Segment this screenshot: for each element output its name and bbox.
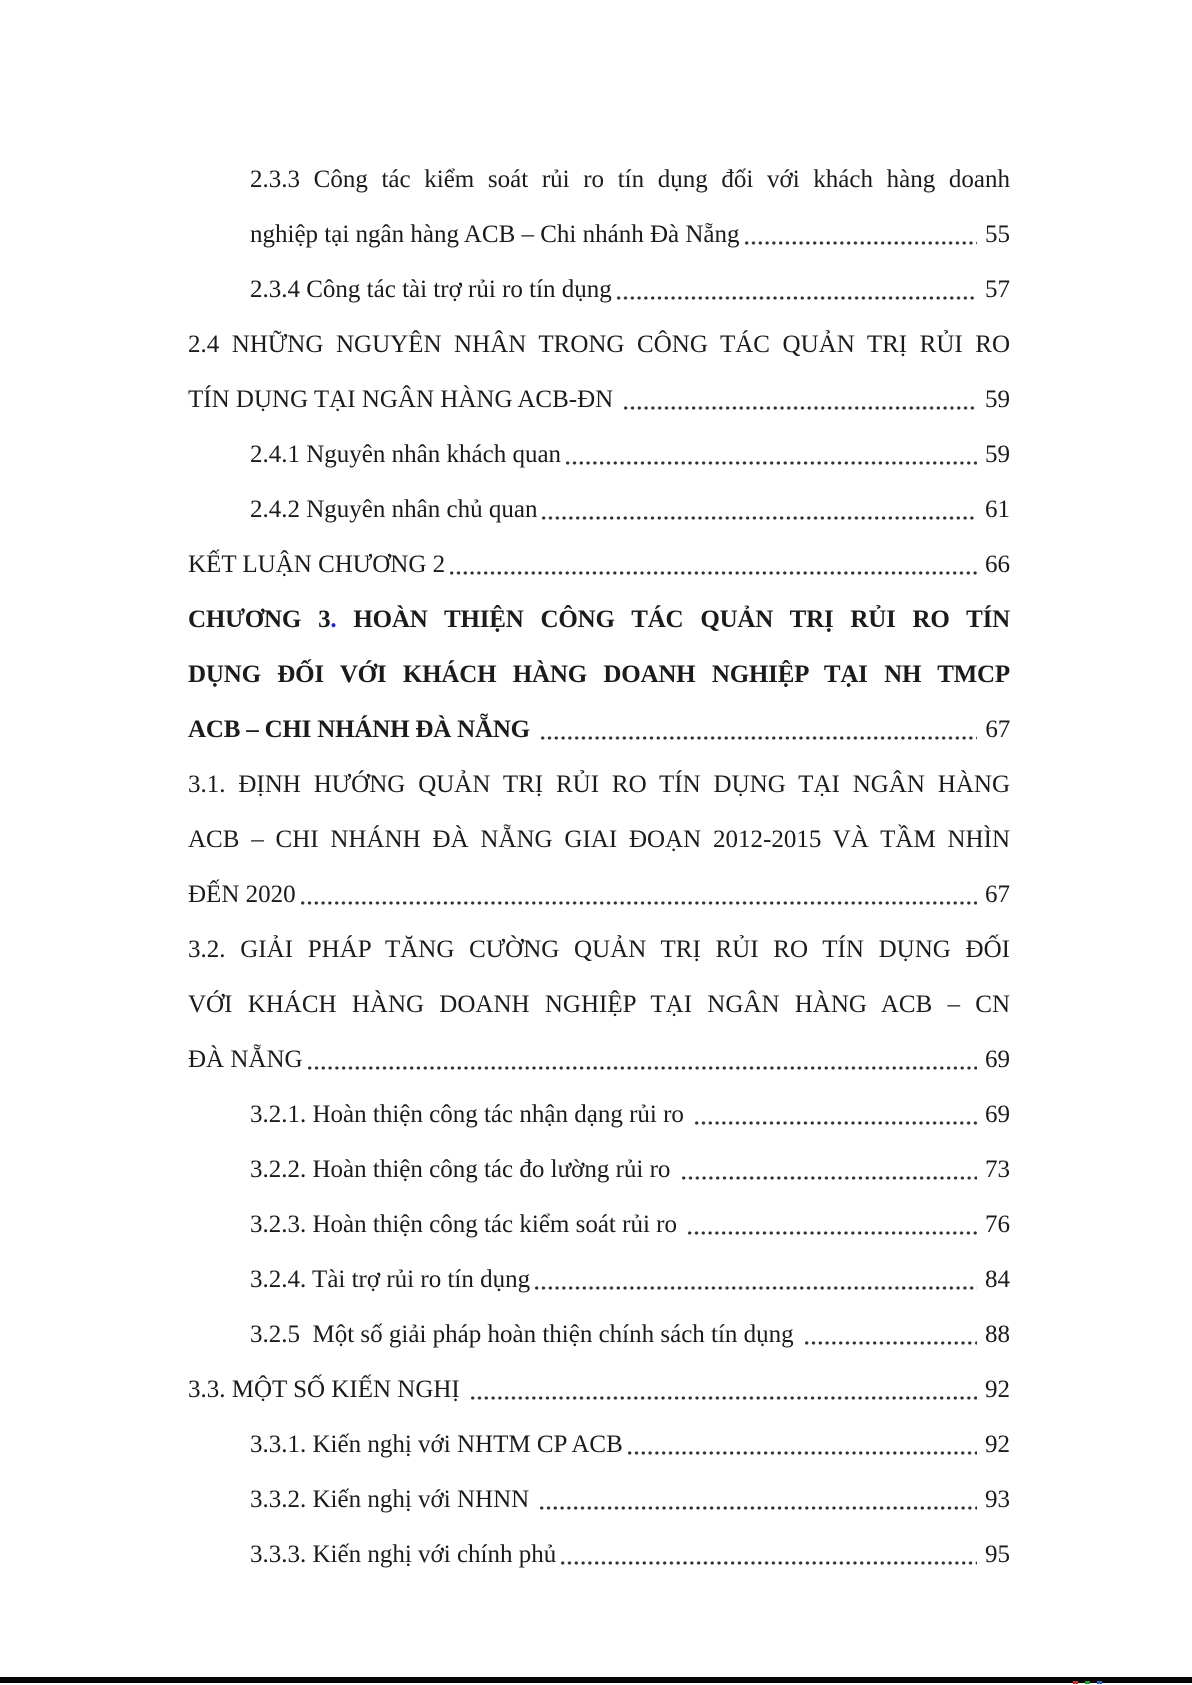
dot-leader <box>303 1032 980 1087</box>
scan-edge-bar <box>0 1677 1192 1683</box>
toc-line <box>188 1032 1010 1087</box>
toc-entry-text: TÍN DỤNG TẠI NGÂN HÀNG ACB-ĐN <box>188 386 620 413</box>
page-number: 93 <box>985 1486 1010 1513</box>
toc-line <box>250 1142 1010 1197</box>
toc-entry-3-3-2 <box>188 1472 1010 1527</box>
page-number: 66 <box>985 551 1010 578</box>
toc-entry-chuong-3 <box>188 592 1010 757</box>
toc-line <box>250 427 1010 482</box>
dot-leader <box>556 1527 980 1582</box>
toc-line <box>188 1362 1010 1417</box>
dot-leader <box>619 372 980 427</box>
toc-entry-3-2 <box>188 922 1010 1087</box>
toc-entry-3-3-3 <box>188 1527 1010 1582</box>
toc-line <box>250 1197 1010 1252</box>
toc-entry-2-4-2 <box>188 482 1010 537</box>
page-number: 59 <box>985 441 1010 468</box>
toc-entry-text: 3.2.5 Một số giải pháp hoàn thiện chính sách tín dụng <box>250 1321 800 1348</box>
toc-entry-3-2-3 <box>188 1197 1010 1252</box>
page-number: 73 <box>985 1156 1010 1183</box>
toc-entry-text: 3.2.2. Hoàn thiện công tác đo lường rủi ro <box>250 1156 677 1183</box>
page-number: 59 <box>985 386 1010 413</box>
toc-entry-2-3-3 <box>188 152 1010 262</box>
page-number: 84 <box>985 1266 1010 1293</box>
toc-entry-text: ĐẾN 2020 <box>188 881 296 908</box>
toc-line <box>250 1417 1010 1472</box>
toc-entry-text: 3.2.3. Hoàn thiện công tác kiểm soát rủi ro <box>250 1211 684 1238</box>
dot-leader <box>800 1307 980 1362</box>
toc-line <box>250 1252 1010 1307</box>
scan-artifact <box>1073 1681 1078 1684</box>
dot-leader <box>466 1362 980 1417</box>
page-number: 95 <box>985 1541 1010 1568</box>
page-number: 67 <box>985 881 1010 908</box>
toc-entry-3-2-5 <box>188 1307 1010 1362</box>
toc-entry-3-3-1 <box>188 1417 1010 1472</box>
toc-line <box>250 207 1010 262</box>
toc-entry-text: CHƯƠNG 3 <box>188 606 331 633</box>
page-number: 88 <box>985 1321 1010 1348</box>
page-number: 57 <box>985 276 1010 303</box>
dot-leader <box>530 1252 980 1307</box>
page-number: 67 <box>985 716 1010 743</box>
page-number: 55 <box>985 221 1010 248</box>
page-number: 92 <box>985 1431 1010 1458</box>
toc-line <box>188 867 1010 922</box>
dot-leader <box>740 207 980 262</box>
dot-leader <box>561 427 980 482</box>
toc-entry-text: 3.2.4. Tài trợ rủi ro tín dụng <box>250 1266 531 1293</box>
toc-line <box>188 702 1010 757</box>
toc-entry-text: 2.4.2 Nguyên nhân chủ quan <box>250 496 538 523</box>
toc-line: 3.2. GIẢI PHÁP TĂNG CƯỜNG QUẢN TRỊ RỦI RO TÍN DỤNG ĐỐI <box>188 936 1010 963</box>
toc-entry-text: nghiệp tại ngân hàng ACB – Chi nhánh Đà Nẵng <box>250 221 740 248</box>
dot-leader <box>296 867 980 922</box>
page-number: 69 <box>985 1046 1010 1073</box>
toc-entry-3-3 <box>188 1362 1010 1417</box>
toc-line: DỤNG ĐỐI VỚI KHÁCH HÀNG DOANH NGHIỆP TẠI NH TMCP <box>188 661 1010 688</box>
toc-line: ACB – CHI NHÁNH ĐÀ NẴNG GIAI ĐOẠN 2012-2015 VÀ TẦM NHÌN <box>188 826 1010 853</box>
toc-entry-3-2-4 <box>188 1252 1010 1307</box>
toc-line: VỚI KHÁCH HÀNG DOANH NGHIỆP TẠI NGÂN HÀNG ACB – CN <box>188 991 1010 1018</box>
dot-leader <box>683 1197 980 1252</box>
toc-entry-3-2-2 <box>188 1142 1010 1197</box>
toc-line <box>250 1472 1010 1527</box>
toc-entry-ket-luan-chuong-2 <box>188 537 1010 592</box>
scan-artifact <box>1097 1681 1102 1684</box>
toc-entry-text: KẾT LUẬN CHƯƠNG 2 <box>188 551 446 578</box>
toc-entry-text: 3.3.2. Kiến nghị với NHNN <box>250 1486 536 1513</box>
page-number: 92 <box>985 1376 1010 1403</box>
scan-artifact <box>1085 1681 1090 1684</box>
table-of-contents <box>188 152 1010 1582</box>
dot-leader <box>623 1417 980 1472</box>
toc-line <box>250 1527 1010 1582</box>
toc-entry-text: ĐÀ NẴNG <box>188 1046 303 1073</box>
dot-leader <box>690 1087 980 1142</box>
dot-leader <box>535 1472 980 1527</box>
toc-line <box>250 262 1010 317</box>
toc-entry-text: 3.3.3. Kiến nghị với chính phủ <box>250 1541 557 1568</box>
toc-entry-text: 3.3.1. Kiến nghị với NHTM CP ACB <box>250 1431 623 1458</box>
toc-line: 3.1. ĐỊNH HƯỚNG QUẢN TRỊ RỦI RO TÍN DỤNG TẠI NGÂN HÀNG <box>188 771 1010 798</box>
toc-line <box>250 482 1010 537</box>
toc-entry-text: 3.3. MỘT SỐ KIẾN NGHỊ <box>188 1376 467 1403</box>
toc-line <box>188 592 1010 647</box>
toc-entry-text: HOÀN THIỆN CÔNG TÁC QUẢN TRỊ RỦI RO TÍN <box>336 606 1010 633</box>
toc-entry-3-1 <box>188 757 1010 922</box>
toc-entry-2-4 <box>188 317 1010 427</box>
toc-line <box>188 537 1010 592</box>
toc-entry-text: 2.4.1 Nguyên nhân khách quan <box>250 441 562 468</box>
toc-line: 2.3.3 Công tác kiểm soát rủi ro tín dụng đối với khách hàng doanh <box>250 166 1010 193</box>
dot-leader <box>612 262 980 317</box>
toc-entry-text: ACB – CHI NHÁNH ĐÀ NẴNG <box>188 716 536 743</box>
dot-leader <box>536 702 980 757</box>
toc-entry-2-4-1 <box>188 427 1010 482</box>
dot-leader <box>445 537 980 592</box>
toc-entry-2-3-4 <box>188 262 1010 317</box>
toc-line <box>250 1307 1010 1362</box>
page-number: 76 <box>985 1211 1010 1238</box>
blue-period: . <box>330 606 337 633</box>
toc-line <box>250 1087 1010 1142</box>
dot-leader <box>537 482 980 537</box>
toc-line <box>188 372 1010 427</box>
toc-entry-text: 3.2.1. Hoàn thiện công tác nhận dạng rủi ro <box>250 1101 691 1128</box>
page-number: 61 <box>985 496 1010 523</box>
toc-entry-text: 2.3.4 Công tác tài trợ rủi ro tín dụng <box>250 276 612 303</box>
page-number: 69 <box>985 1101 1010 1128</box>
dot-leader <box>677 1142 980 1197</box>
toc-entry-3-2-1 <box>188 1087 1010 1142</box>
toc-line: 2.4 NHỮNG NGUYÊN NHÂN TRONG CÔNG TÁC QUẢN TRỊ RỦI RO <box>188 331 1010 358</box>
